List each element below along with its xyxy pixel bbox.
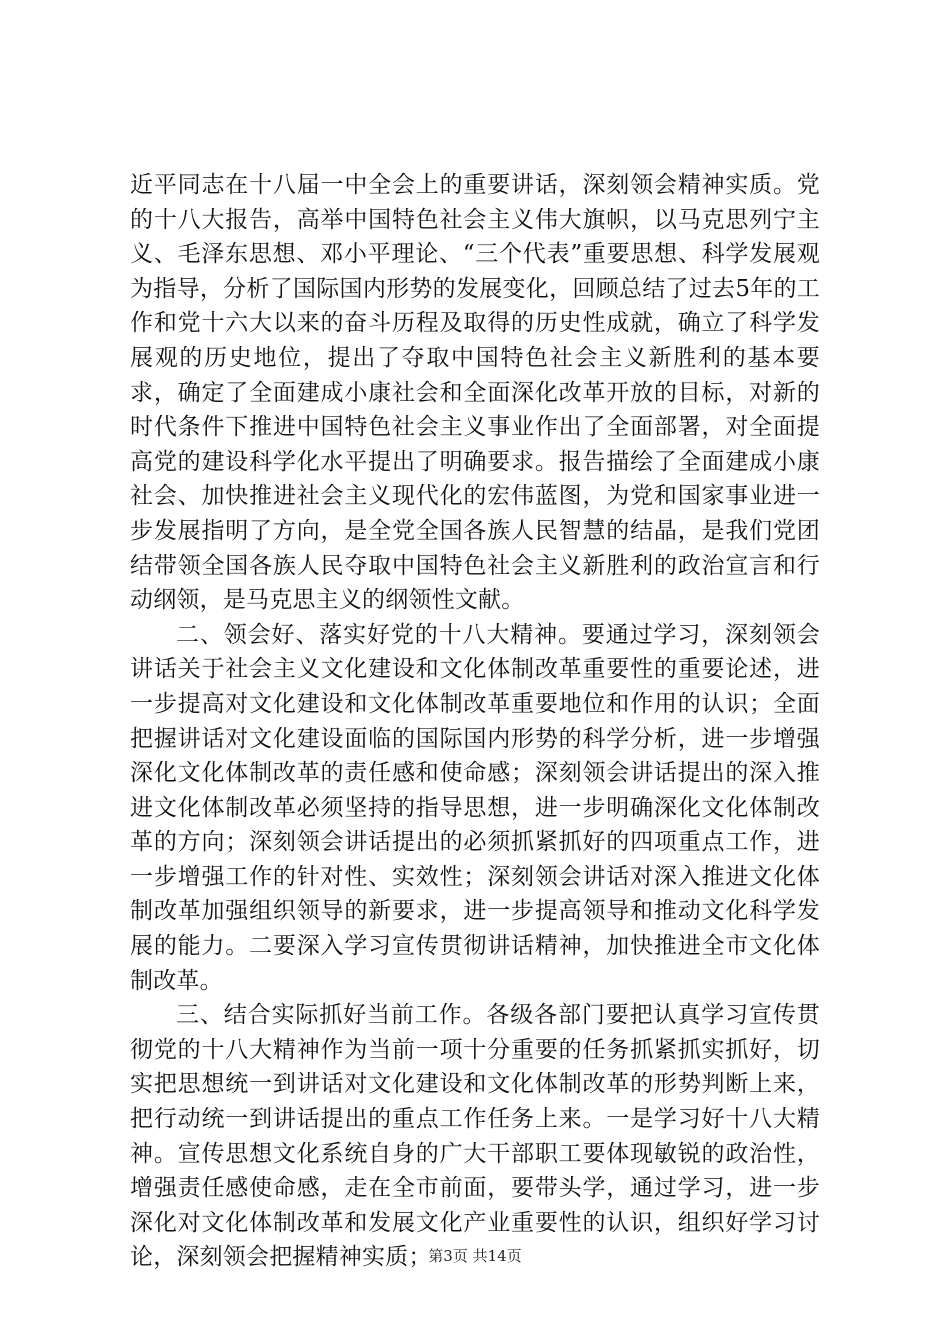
paragraph-section-three: 三、结合实际抓好当前工作。各级各部门要把认真学习宣传贯彻党的十八大精神作为当前一项十分重要的任务抓紧抓实抓好，切实把思想统一到讲话对文化建设和文化体制改革的形势判断上来，把行动统一到讲话提出的重点工作任务上来。一是学习好十八大精神。宣传思想文化系统自身的广大干部职工要体现敏锐的政治性，增强责任感使命感，走在全市前面，要带头学，通过学习，进一步深化对文化体制改革和发展文化产业重要性的认识，组织好学习讨论，深刻领会把握精神实质； [130,1002,820,1271]
page-number: 第3页 共14页 [428,1247,522,1265]
paragraph-section-two: 二、领会好、落实好党的十八大精神。要通过学习，深刻领会讲话关于社会主义文化建设和文化体制改革重要性的重要论述，进一步提高对文化建设和文化体制改革重要地位和作用的认识；全面把握讲话对文化建设面临的国际国内形势的科学分析，进一步增强深化文化体制改革的责任感和使命感；深刻领会讲话提出的深入推进文化体制改革必须坚持的指导思想，进一步明确深化文化体制改革的方向；深刻领会讲话提出的必须抓紧抓好的四项重点工作，进一步增强工作的针对性、实效性；深刻领会讲话对深入推进文化体制改革加强组织领导的新要求，进一步提高领导和推动文化科学发展的能力。二要深入学习宣传贯彻讲话精神，加快推进全市文化体制改革。 [130,621,820,994]
body-text [130,168,820,1275]
page-footer [0,1246,950,1266]
paragraph-continuation: 近平同志在十八届一中全会上的重要讲话，深刻领会精神实质。党的十八大报告，高举中国特色社会主义伟大旗帜，以马克思列宁主义、毛泽东思想、邓小平理论、“三个代表”重要思想、科学发展观为指导，分析了国际国内形势的发展变化，回顾总结了过去5年的工作和党十六大以来的奋斗历程及取得的历史性成就，确立了科学发展观的历史地位，提出了夺取中国特色社会主义新胜利的基本要求，确定了全面建成小康社会和全面深化改革开放的目标，对新的时代条件下推进中国特色社会主义事业作出了全面部署，对全面提高党的建设科学化水平提出了明确要求。报告描绘了全面建成小康社会、加快推进社会主义现代化的宏伟蓝图，为党和国家事业进一步发展指明了方向，是全党全国各族人民智慧的结晶，是我们党团结带领全国各族人民夺取中国特色社会主义新胜利的政治宣言和行动纲领，是马克思主义的纲领性文献。 [130,172,820,614]
